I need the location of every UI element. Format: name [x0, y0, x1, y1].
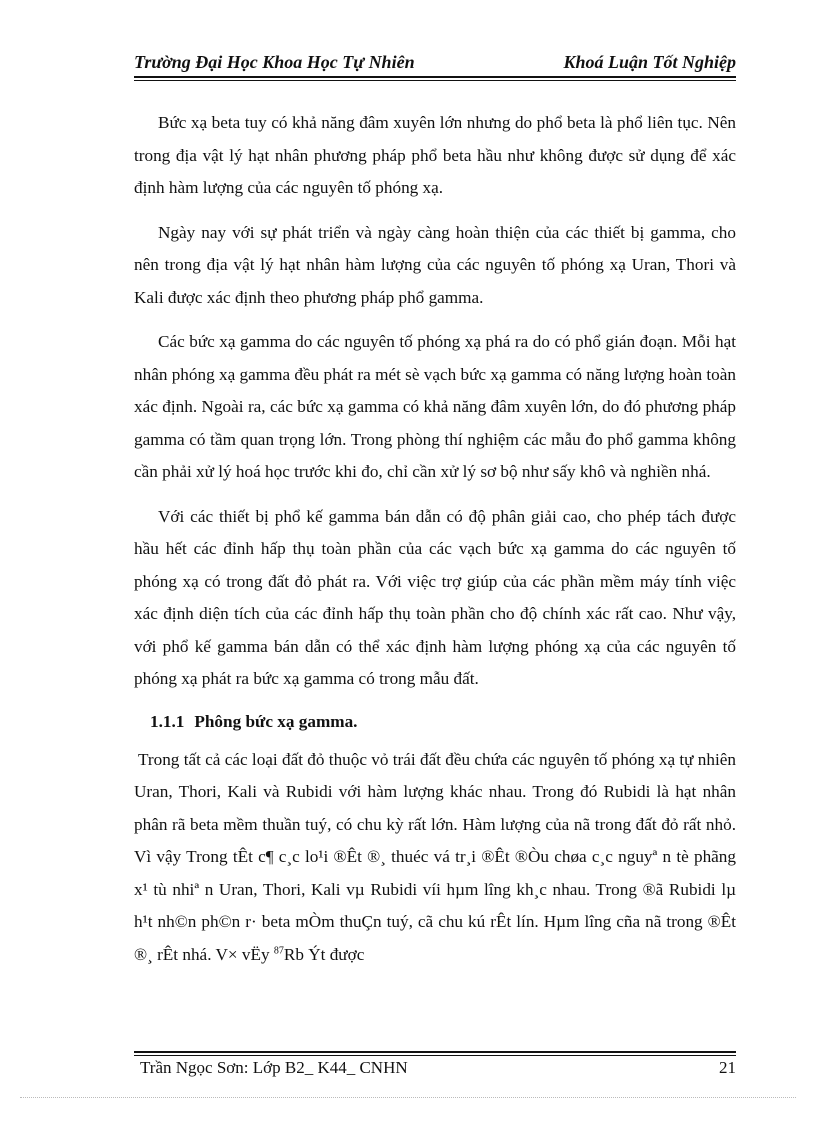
page-header — [134, 52, 736, 73]
footer-rule-thin — [134, 1055, 736, 1056]
paragraph-4: Với các thiết bị phổ kế gamma bán dẫn có độ phân giải cao, cho phép tách được hầu hết các đỉnh hấp thụ toàn phần của các vạch bức xạ gamma do các nguyên tố phóng xạ có trong đất đỏ phát ra. Với việc trợ giúp của các phần mềm máy tính việc xác định diện tích của các đỉnh hấp thụ toàn phần cho độ chính xác rất cao. Như vậy, với phổ kế gamma bán dẫn có thể xác định hàm lượng phóng xạ của các nguyên tố phóng xạ phát ra bức xạ gamma có trong mẫu đất. — [134, 506, 736, 688]
header-rule — [134, 76, 736, 78]
page-bottom-edge — [20, 1097, 796, 1098]
page-footer — [140, 1058, 736, 1078]
page-number: 21 — [719, 1058, 736, 1077]
paragraph-2: Ngày nay với sự phát triển và ngày càng hoàn thiện của các thiết bị gamma, cho nên trong địa vật lý hạt nhân hàm lượng của các nguyên tố phóng xạ Uran, Thori và Kali được xác định theo phương pháp phổ gamma. — [134, 222, 736, 307]
header-rule-thin — [134, 80, 736, 81]
footer-author: Trần Ngọc Sơn: Lớp B2_ K44_ CNHN — [140, 1058, 408, 1077]
paragraph-5 — [134, 744, 736, 972]
paragraph-5-end: Rb Ýt được — [283, 944, 365, 964]
section-number: 1.1.1 — [150, 711, 185, 731]
isotope-mass-number: 87 — [273, 944, 284, 956]
section-heading — [150, 708, 736, 736]
paragraph-1: Bức xạ beta tuy có khả năng đâm xuyên lớn nhưng do phổ beta là phổ liên tục. Nên trong địa vật lý hạt nhân phương pháp phổ beta hầu như không được sử dụng để xác định hàm lượng của các nguyên tố phóng xạ. — [134, 113, 736, 197]
section-title: Phông bức xạ gamma. — [194, 711, 358, 731]
paragraph-5-text: Trong tất cả các loại đất đỏ thuộc vỏ trái đất đều chứa các nguyên tố phóng xạ tự nhiên Uran, Thori, Kali và Rubidi với hàm lượng khác nhau. Trong đó Rubidi là hạt nhân phân rã beta mềm thuần tuý, có chu kỳ rất lớn. Hàm lượng của nã trong đất đỏ rất nhỏ. Vì vậy Trong tÊt c¶ c¸c lo¹i ®Êt ®¸ thuéc vá tr¸i ®Êt ®Òu chøa c¸c nguyª n tè phãng x¹ tù nhiª n Uran, Thori, Kali vµ Rubidi víi hµm lîng kh¸c nhau. Trong ®ã Rubidi lµ h¹t nh©n ph©n r· beta mÒm thuÇn tuý, cã chu kú rÊt lín. Hµm lîng cña nã trong ®Êt ®¸ rÊt nhá. V× vËy — [134, 749, 736, 964]
header-university: Trường Đại Học Khoa Học Tự Nhiên — [134, 52, 415, 72]
document-body — [134, 107, 736, 983]
footer-rule — [134, 1051, 736, 1053]
paragraph-3: Các bức xạ gamma do các nguyên tố phóng xạ phá ra do có phổ gián đoạn. Mỗi hạt nhân phóng xạ gamma đều phát ra mét sè vạch bức xạ gamma có năng lượng hoàn toàn xác định. Ngoài ra, các bức xạ gamma có khả năng đâm xuyên lớn, do đó phương pháp gamma có tầm quan trọng lớn. Trong phòng thí nghiệm các mẫu đo phổ gamma không cần phải xử lý hoá học trước khi đo, chỉ cần xử lý sơ bộ như sấy khô và nghiền nhá. — [134, 332, 736, 481]
header-thesis-title: Khoá Luận Tốt Nghiệp — [563, 52, 736, 72]
